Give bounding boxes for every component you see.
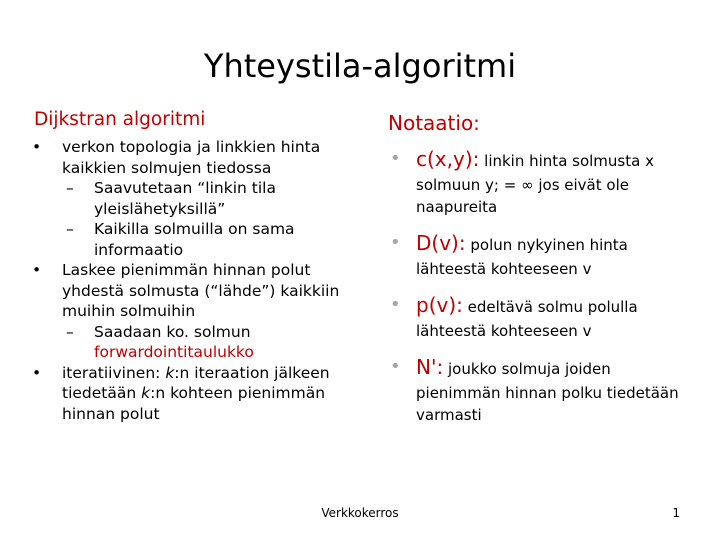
bullet-text: verkon topologia ja linkkien hinta kaikkien solmujen tiedossa <box>62 138 321 177</box>
notation-desc-cont: lähteestä kohteeseen v <box>416 322 592 340</box>
left-heading: Dijkstran algoritmi <box>34 109 206 130</box>
bullet-text <box>62 364 330 423</box>
bullet-iterative <box>30 363 360 425</box>
notation-key: N': <box>416 355 444 379</box>
notation-item-known-set <box>386 354 686 426</box>
subbullet-same-info <box>30 219 360 260</box>
notation-key: D(v): <box>416 231 466 255</box>
notation-item-predecessor <box>386 292 686 342</box>
notation-item-cost <box>386 146 686 218</box>
k-variable: k <box>165 363 175 382</box>
subbullet-text: Saadaan ko. solmun <box>94 322 251 341</box>
bullet-dot-icon: • <box>390 294 401 315</box>
subbullet-text: Saavutetaan “linkin tila yleislähetyksillä” <box>94 179 276 218</box>
dash-icon: – <box>66 179 74 197</box>
k-variable: k <box>141 384 151 402</box>
bullet-text-part: :n kohteen pienimmän hinnan polut <box>62 384 326 423</box>
footer-chapter: Verkkokerros <box>321 506 399 520</box>
dash-icon: – <box>66 220 74 238</box>
notation-desc: edeltävä solmu polulla <box>467 298 638 316</box>
notation-key: c(x,y): <box>416 147 480 171</box>
forwarding-table-term: forwardointitaulukko <box>94 343 254 361</box>
notation-item-distance <box>386 230 686 280</box>
subbullet-broadcast <box>30 178 360 219</box>
subbullet-forwarding-table <box>30 322 360 363</box>
bullet-dot-icon: • <box>390 232 401 253</box>
slide-number: 1 <box>672 506 680 520</box>
slide-title: Yhteystila-algoritmi <box>203 47 517 85</box>
subbullet-text: Kaikilla solmuilla on sama informaatio <box>94 220 295 259</box>
bullet-text: Laskee pienimmän hinnan polut yhdestä solmusta (“lähde”) kaikkiin muihin solmuihin <box>62 261 340 320</box>
bullet-topology <box>30 137 360 178</box>
dash-icon: – <box>66 322 74 341</box>
notation-desc: polun nykyinen hinta <box>470 236 628 254</box>
bullet-dot-icon: • <box>32 363 42 382</box>
notation-desc-cont: solmuun y; = ∞ jos eivät ole naapureita <box>416 176 629 216</box>
bullet-dot-icon: • <box>32 261 42 279</box>
algorithm-bullet-list <box>30 137 360 424</box>
bullet-dot-icon: • <box>390 148 401 169</box>
notation-desc-cont: lähteestä kohteeseen v <box>416 260 592 278</box>
bullet-dot-icon: • <box>390 356 401 377</box>
notation-key: p(v): <box>416 293 463 317</box>
bullet-text-part: :n iteraation jälkeen tiedetään <box>62 363 330 402</box>
bullet-least-cost <box>30 260 360 322</box>
bullet-dot-icon: • <box>32 138 42 156</box>
iterative-label: iteratiivinen: <box>62 363 161 382</box>
notation-heading: Notaatio: <box>388 111 480 135</box>
notation-desc: linkin hinta solmusta x <box>484 152 654 170</box>
notation-desc: joukko solmuja joiden <box>447 360 611 378</box>
notation-desc-cont: pienimmän hinnan polku tiedetään varmasti <box>416 384 679 424</box>
notation-list <box>386 146 686 426</box>
